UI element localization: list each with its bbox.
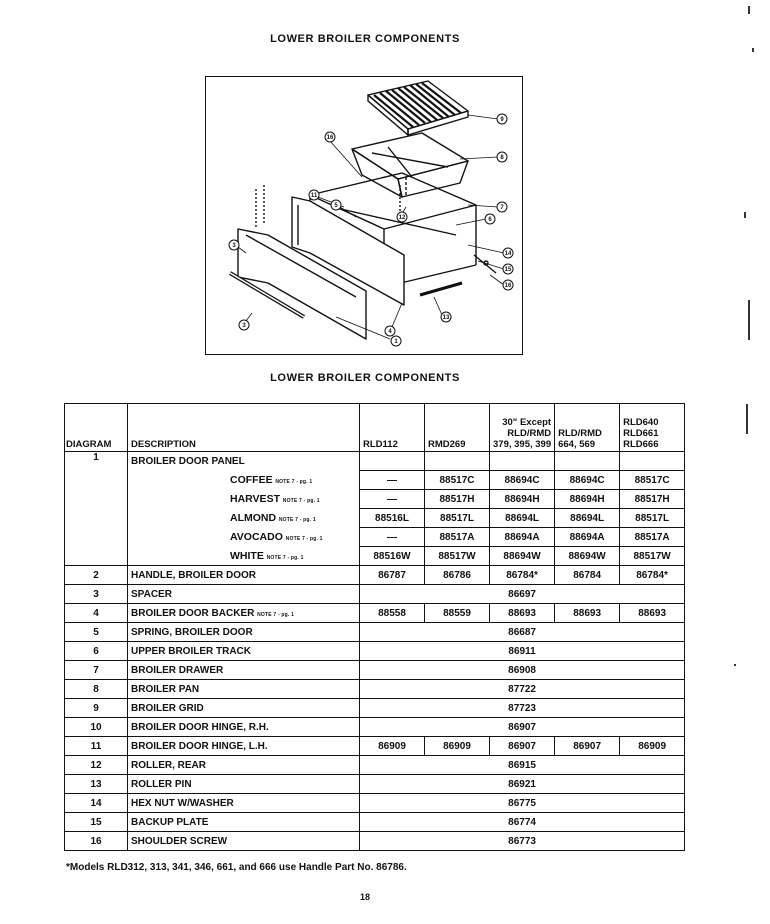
header-line: RLD/RMD [558, 428, 602, 439]
table-row [65, 718, 685, 737]
scan-mark [752, 48, 754, 52]
description-text: BROILER DOOR HINGE, R.H. [131, 721, 269, 733]
part-number: 88694H [490, 490, 555, 509]
empty-cell [425, 452, 490, 471]
part-number: 86909 [425, 737, 490, 756]
callout-label: 4 [388, 329, 392, 335]
note-ref: NOTE 7 - pg. 1 [275, 479, 313, 485]
callout-marker [503, 248, 513, 258]
diagram-number: 15 [65, 813, 128, 832]
part-number: 86697 [360, 585, 685, 604]
header-line: 379, 395, 399 [493, 439, 552, 450]
table-row [65, 699, 685, 718]
part-number: 86907 [490, 737, 555, 756]
color-name: ALMOND [230, 512, 277, 524]
part-number: 88693 [620, 604, 685, 623]
header-rld640 [620, 404, 685, 452]
part-description [128, 699, 360, 718]
diagram-number: 3 [65, 585, 128, 604]
scan-mark [748, 6, 750, 14]
callout-label: 3 [242, 323, 246, 329]
part-description [128, 566, 360, 585]
callout-label: 16 [326, 135, 334, 141]
part-number: 88516L [360, 509, 425, 528]
table-row [65, 832, 685, 851]
table-row [65, 547, 685, 566]
callout-marker [397, 212, 407, 222]
header-line: RLD640 [623, 417, 659, 428]
description-text: HEX NUT W/WASHER [131, 797, 234, 809]
part-number: 88516W [360, 547, 425, 566]
empty-cell [360, 452, 425, 471]
note-ref: NOTE 7 - pg. 1 [278, 517, 316, 523]
part-number: 86787 [360, 566, 425, 585]
diagram-number: 1 [65, 452, 128, 566]
part-description [128, 832, 360, 851]
parts-table [64, 403, 685, 851]
callout-label: 12 [398, 215, 406, 221]
part-description [128, 661, 360, 680]
header-line: 664, 569 [558, 439, 596, 450]
page-number: 18 [359, 892, 370, 902]
description-text: BACKUP PLATE [131, 816, 209, 828]
callout-marker [503, 264, 513, 274]
panel-color [128, 547, 360, 566]
note-ref: NOTE 7 - pg. 1 [266, 554, 304, 561]
description-text: SPRING, BROILER DOOR [131, 626, 253, 638]
callout-label: 11 [310, 193, 318, 199]
note-ref: NOTE 7 - pg. 1 [285, 536, 323, 542]
callout-label: 3 [232, 243, 236, 249]
callout-label: 14 [504, 251, 512, 257]
table-row [65, 490, 685, 509]
table-row [65, 794, 685, 813]
header-rld112: RLD112 [360, 404, 425, 452]
diagram-number: 16 [65, 832, 128, 851]
part-number: 88694W [490, 547, 555, 566]
part-number: — [360, 490, 425, 509]
part-description [128, 794, 360, 813]
part-number: 88517A [620, 528, 685, 547]
table-row [65, 604, 685, 623]
scan-mark [746, 404, 748, 434]
scan-mark [748, 300, 750, 340]
diagram-number: 5 [65, 623, 128, 642]
header-description: DESCRIPTION [128, 404, 360, 452]
callout-marker [497, 152, 507, 162]
callout-marker [485, 214, 495, 224]
part-number: 86909 [360, 737, 425, 756]
table-row [65, 756, 685, 775]
part-number: 88559 [425, 604, 490, 623]
callout-marker [391, 336, 401, 346]
diagram-number: 4 [65, 604, 128, 623]
part-number: 88517L [425, 509, 490, 528]
part-number: 87722 [360, 680, 685, 699]
empty-cell [620, 452, 685, 471]
diagram-number: 12 [65, 756, 128, 775]
part-number: 86786 [425, 566, 490, 585]
callout-marker [441, 312, 451, 322]
callout-label: 6 [488, 217, 492, 223]
header-diagram: DIAGRAM [65, 404, 128, 452]
part-description [128, 623, 360, 642]
table-row [65, 585, 685, 604]
note-ref: NOTE 7 - pg. 1 [282, 498, 320, 504]
diagram-number: 2 [65, 566, 128, 585]
part-number: 88694L [555, 509, 620, 528]
callout-marker [503, 280, 513, 290]
callout-label: 16 [504, 283, 512, 289]
color-name: HARVEST [230, 493, 280, 505]
part-number: — [360, 528, 425, 547]
diagram-number: 11 [65, 737, 128, 756]
part-description [128, 718, 360, 737]
part-description [128, 642, 360, 661]
part-number: 88693 [490, 604, 555, 623]
table-row [65, 623, 685, 642]
part-number: 86775 [360, 794, 685, 813]
scan-mark [744, 212, 746, 218]
part-number: 88694A [555, 528, 620, 547]
part-number: 86774 [360, 813, 685, 832]
diagram-number: 14 [65, 794, 128, 813]
description-text: ROLLER, REAR [131, 759, 206, 771]
table-row [65, 737, 685, 756]
callout-marker [497, 202, 507, 212]
panel-color [128, 471, 360, 490]
part-description [128, 604, 360, 623]
callout-marker [309, 190, 319, 200]
part-number: 86911 [360, 642, 685, 661]
callout-marker [331, 200, 341, 210]
callout-marker [497, 114, 507, 124]
callout-label: 8 [500, 155, 504, 161]
part-number: 88517C [620, 471, 685, 490]
part-number: 86908 [360, 661, 685, 680]
part-number: 88694A [490, 528, 555, 547]
header-30-except [490, 404, 555, 452]
header-line: RLD/RMD [507, 428, 552, 439]
part-number: 88694H [555, 490, 620, 509]
callout-marker [239, 320, 249, 330]
panel-color [128, 490, 360, 509]
part-rows [65, 566, 685, 851]
callout-marker [325, 132, 335, 142]
part-number: 88558 [360, 604, 425, 623]
part-description [128, 585, 360, 604]
part-description [128, 813, 360, 832]
empty-cell [555, 452, 620, 471]
table-row [65, 509, 685, 528]
part-number: 86784 [555, 566, 620, 585]
part-description [128, 737, 360, 756]
table-row [65, 813, 685, 832]
description-text: BROILER DOOR BACKER [131, 607, 255, 619]
part-number: 86915 [360, 756, 685, 775]
callout-marker [229, 240, 239, 250]
part-number: — [360, 471, 425, 490]
callout-label: 13 [442, 315, 450, 321]
table-row [65, 452, 685, 471]
diagram-number: 9 [65, 699, 128, 718]
table-row [65, 775, 685, 794]
callout-label: 1 [394, 339, 398, 345]
header-rld-rmd [555, 404, 620, 452]
diagram-number: 7 [65, 661, 128, 680]
part-number: 88517H [425, 490, 490, 509]
part-number: 88517C [425, 471, 490, 490]
callout-label: 9 [500, 117, 504, 123]
table-row [65, 471, 685, 490]
panel-color [128, 509, 360, 528]
part-description [128, 775, 360, 794]
header-line: RLD666 [623, 439, 659, 450]
description-text: SHOULDER SCREW [131, 835, 228, 847]
header-line: 30" Except [502, 417, 552, 428]
part-description [128, 680, 360, 699]
part-number: 88694W [555, 547, 620, 566]
diagram-number: 6 [65, 642, 128, 661]
part-description [128, 756, 360, 775]
table-header-row [65, 404, 685, 452]
part-number: 88517W [425, 547, 490, 566]
part-number: 88693 [555, 604, 620, 623]
panel-color [128, 528, 360, 547]
color-name: COFFEE [230, 474, 273, 486]
table-row [65, 566, 685, 585]
scan-mark [734, 664, 736, 666]
footnote: *Models RLD312, 313, 341, 346, 661, and 666 use Handle Part No. 86786. [66, 862, 407, 873]
table-title: LOWER BROILER COMPONENTS [270, 372, 460, 384]
callout-label: 15 [504, 267, 512, 273]
part-number: 86773 [360, 832, 685, 851]
part-number: 88694C [555, 471, 620, 490]
broiler-exploded-illustration [206, 77, 521, 353]
color-name: AVOCADO [230, 531, 283, 543]
table-row [65, 661, 685, 680]
header-line: RLD661 [623, 428, 659, 439]
header-rmd269: RMD269 [425, 404, 490, 452]
part-number: 86909 [620, 737, 685, 756]
description-text: BROILER DOOR HINGE, L.H. [131, 740, 268, 752]
callout-label: 7 [500, 205, 504, 211]
callout-marker [385, 326, 395, 336]
table-row [65, 642, 685, 661]
description-text: BROILER GRID [131, 702, 204, 714]
description-text: HANDLE, BROILER DOOR [131, 569, 256, 581]
table-row [65, 528, 685, 547]
diagram-number: 8 [65, 680, 128, 699]
description-text: BROILER PAN [131, 683, 200, 695]
part-number: 88517A [425, 528, 490, 547]
part-number: 86907 [555, 737, 620, 756]
part-number: 88517L [620, 509, 685, 528]
part-number: 86687 [360, 623, 685, 642]
description-text: UPPER BROILER TRACK [131, 645, 252, 657]
part-number: 86784* [620, 566, 685, 585]
part-number: 88694C [490, 471, 555, 490]
table-row [65, 680, 685, 699]
diagram-number: 13 [65, 775, 128, 794]
part-number: 86921 [360, 775, 685, 794]
description-text: ROLLER PIN [131, 778, 192, 790]
note-ref: NOTE 7 - pg. 1 [257, 611, 295, 618]
description-text: BROILER DRAWER [131, 664, 224, 676]
page-title: LOWER BROILER COMPONENTS [270, 33, 460, 45]
part-number: 86784* [490, 566, 555, 585]
part-number: 87723 [360, 699, 685, 718]
part-number: 88517W [620, 547, 685, 566]
diagram-number: 10 [65, 718, 128, 737]
empty-cell [490, 452, 555, 471]
part-number: 86907 [360, 718, 685, 737]
color-name: WHITE [230, 549, 264, 562]
panel-rows [65, 452, 685, 566]
description-text: SPACER [131, 588, 172, 600]
callout-label: 5 [334, 203, 338, 209]
part-description: BROILER DOOR PANEL [128, 452, 360, 471]
part-number: 88694L [490, 509, 555, 528]
exploded-diagram [205, 76, 523, 355]
part-number: 88517H [620, 490, 685, 509]
